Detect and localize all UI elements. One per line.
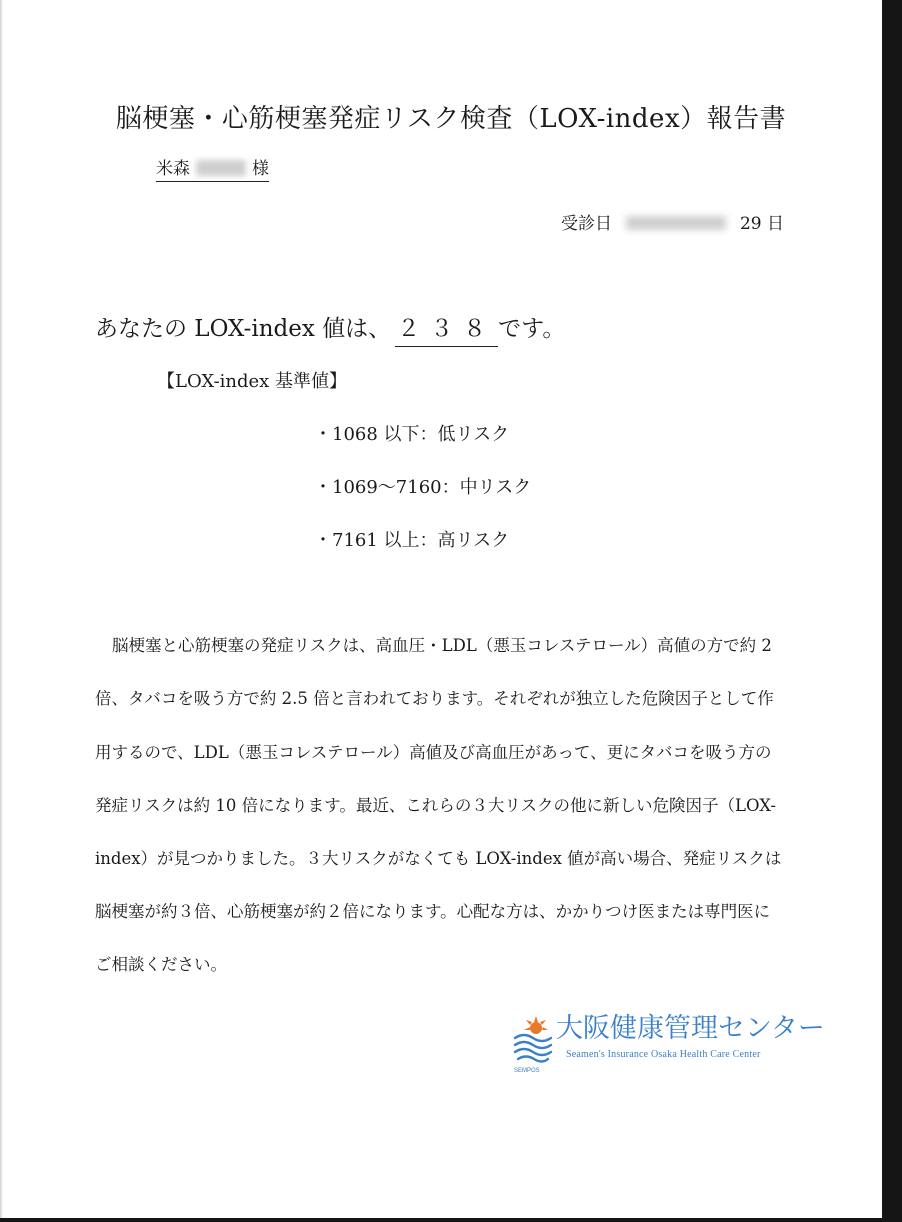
clinic-abbr: SEMPOS xyxy=(514,1068,540,1074)
exam-date-label: 受診日 xyxy=(560,214,612,234)
reference-item-low: ・1068 以下：低リスク xyxy=(314,424,510,445)
body-line-7: ご相談ください。 xyxy=(95,955,227,974)
clinic-logo xyxy=(512,1012,825,1082)
scan-border-right xyxy=(882,0,902,1222)
exam-date-day: 29 日 xyxy=(739,214,784,234)
body-line-6: 脳梗塞が約３倍、心筋梗塞が約２倍になります。心配な方は、かかりつけ医または専門医に xyxy=(95,902,771,921)
body-line-4: 発症リスクは約 10 倍になります。最近、これらの３大リスクの他に新しい危険因子（LOX- xyxy=(95,796,776,815)
patient-name xyxy=(156,158,269,182)
sempos-emblem-icon xyxy=(512,1014,554,1070)
reference-item-medium: ・1069～7160：中リスク xyxy=(314,477,532,498)
redacted-year-month xyxy=(626,216,726,230)
body-line-3: 用するので、LDL（悪玉コレステロール）高値及び高血圧があって、更にタバコを吸う方の xyxy=(95,743,772,762)
body-line-5: index）が見つかりました。３大リスクがなくても LOX-index 値が高い場合、発症リスクは xyxy=(95,849,782,868)
result-statement xyxy=(95,312,565,347)
reference-item-high: ・7161 以上：高リスク xyxy=(314,530,510,551)
clinic-name-jp: 大阪健康管理センター xyxy=(556,1013,825,1044)
body-line-2: 倍、タバコを吸う方で約 2.5 倍と言われております。それぞれが独立した危険因子として作 xyxy=(95,689,774,708)
report-title: 脳梗塞・心筋梗塞発症リスク検査（LOX-index）報告書 xyxy=(115,104,787,134)
redacted-given-name xyxy=(196,160,246,176)
result-prefix: あなたの LOX-index 値は、 xyxy=(95,316,392,342)
scan-border-bottom xyxy=(0,1218,902,1222)
exam-date xyxy=(561,212,784,236)
body-line-1: 脳梗塞と心筋梗塞の発症リスクは、高血圧・LDL（悪玉コレステロール）高値の方で約 2 xyxy=(112,636,772,655)
patient-family-name: 米森 xyxy=(156,159,190,179)
patient-honorific: 様 xyxy=(252,159,269,179)
result-suffix: です。 xyxy=(498,316,566,342)
clinic-name-en: Seamen's Insurance Osaka Health Care Center xyxy=(566,1049,761,1060)
reference-heading: 【LOX-index 基準値】 xyxy=(157,371,348,392)
lox-index-value: ２３８ xyxy=(395,312,498,347)
page-edge xyxy=(0,0,3,1218)
